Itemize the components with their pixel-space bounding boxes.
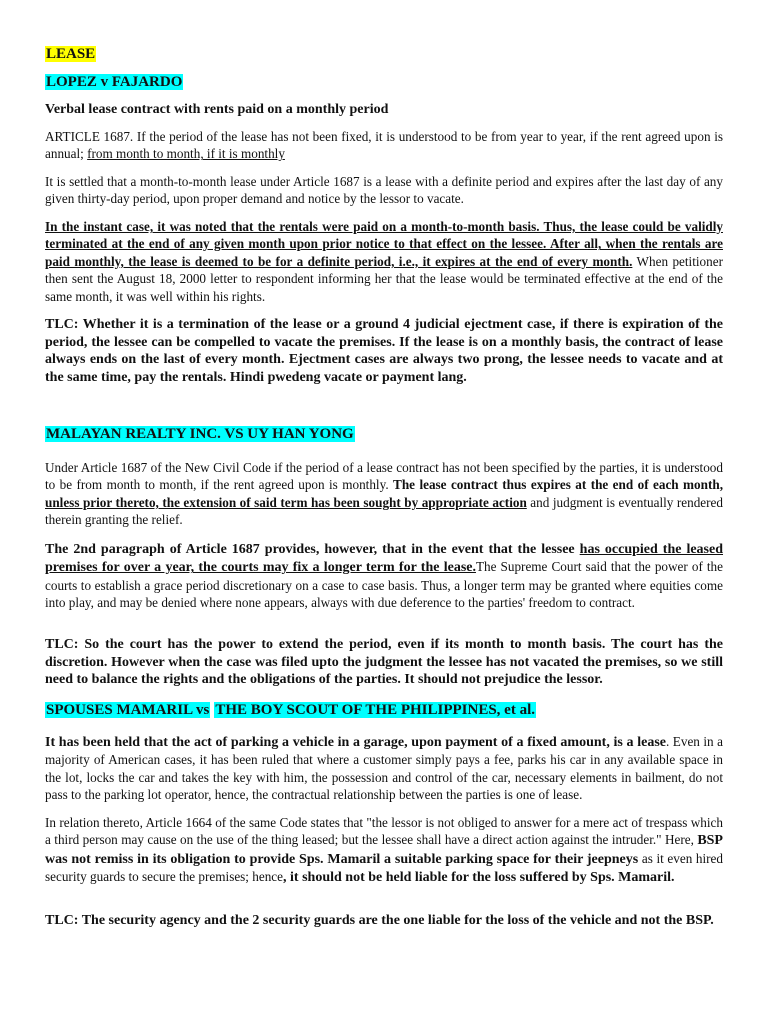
- heading-case-mamaril: SPOUSES MAMARIL vs THE BOY SCOUT OF THE PHILIPPINES, et al.: [46, 702, 535, 718]
- case1-tlc: TLC: Whether it is a termination of the lease or a ground 4 judicial ejectment case, if there is expiration of the period, the lessee can be compelled to vacate the premises. If the lease is on a monthly basis, the contract of lease always ends on the last of every month. Ejectment cases are always two prong, the lessee needs to vacate and at the same time, pay the rentals. Hindi pwedeng vacate or payment lang.: [45, 317, 723, 385]
- case2-tlc: TLC: So the court has the power to extend the period, even if its month to month basis. The court has the discretion. However when the case was filed upto the judgment the lessee has not vacated the premises, so we still need to balance the rights and the obligations of the parties. It should not prejudice the lessor.: [45, 637, 723, 688]
- heading-case-lopez: LOPEZ v FAJARDO: [46, 74, 183, 90]
- case1-article: ARTICLE 1687. If the period of the lease has not been fixed, it is understood to be from year to year, if the rent agreed upon is annual; from month to month, if it is monthly: [45, 129, 723, 162]
- case3-paragraph-1: It has been held that the act of parking a vehicle in a garage, upon payment of a fixed amount, is a lease. Even in a majority of American cases, it has been ruled that where a customer simply pays a fee, parks his car in any available space in the lot, locks the car and takes the key with him, the possession and control of the car, necessary elements in bailment, do not pass to the parking lot operator, hence, the contractual relationship between the parties is one of lease.: [45, 734, 723, 803]
- heading-case-malayan: MALAYAN REALTY INC. VS UY HAN YONG: [46, 426, 354, 442]
- case3-paragraph-2: In relation thereto, Article 1664 of the same Code states that "the lessor is not obliged to answer for a mere act of trespass which a third person may cause on the use of the thing leased; but the lessee shall have a direct action against the intruder." Here, BSP was not remiss in its obligation to provide Sps. Mamaril a suitable parking space for their jeepneys as it even hired security guards to secure the premises; hence, it should not be held liable for the loss suffered by Sps. Mamaril.: [45, 815, 723, 886]
- case3-tlc: TLC: The security agency and the 2 security guards are the one liable for the loss of the vehicle and not the BSP.: [45, 913, 714, 928]
- case2-paragraph-1: Under Article 1687 of the New Civil Code if the period of a lease contract has not been specified by the parties, it is understood to be from month to month, if the rent agreed upon is monthly. The lease contract thus expires at the end of each month, unless prior thereto, the extension of said term has been sought by appropriate action and judgment is eventually rendered therein granting the relief.: [45, 460, 723, 528]
- heading-lease: LEASE: [46, 46, 96, 62]
- case1-settled: It is settled that a month-to-month lease under Article 1687 is a lease with a definite period and expires after the last day of any given thirty-day period, upon proper demand and notice by the lessor to vacate.: [45, 174, 723, 207]
- case1-subtitle: Verbal lease contract with rents paid on a monthly period: [45, 102, 389, 117]
- case1-instant-case: In the instant case, it was noted that the rentals were paid on a month-to-month basis. Thus, the lease could be validly terminated at the end of any given month upon prior notice to that effect on the lessee. After all, when the rentals are paid monthly, the lease is deemed to be for a definite period, i.e., it expires at the end of every month. When petitioner then sent the August 18, 2000 letter to respondent informing her that the lease would be terminated effective at the end of the same month, it was well within his rights.: [45, 219, 723, 304]
- case2-paragraph-2: The 2nd paragraph of Article 1687 provides, however, that in the event that the lessee has occupied the leased premises for over a year, the courts may fix a longer term for the lease.The Supreme Court said that the power of the courts to establish a grace period discretionary on a case to case basis. Thus, a longer term may be granted where equities come into play, and may be denied where none appears, always with due deference to the parties' freedom to contract.: [45, 542, 723, 611]
